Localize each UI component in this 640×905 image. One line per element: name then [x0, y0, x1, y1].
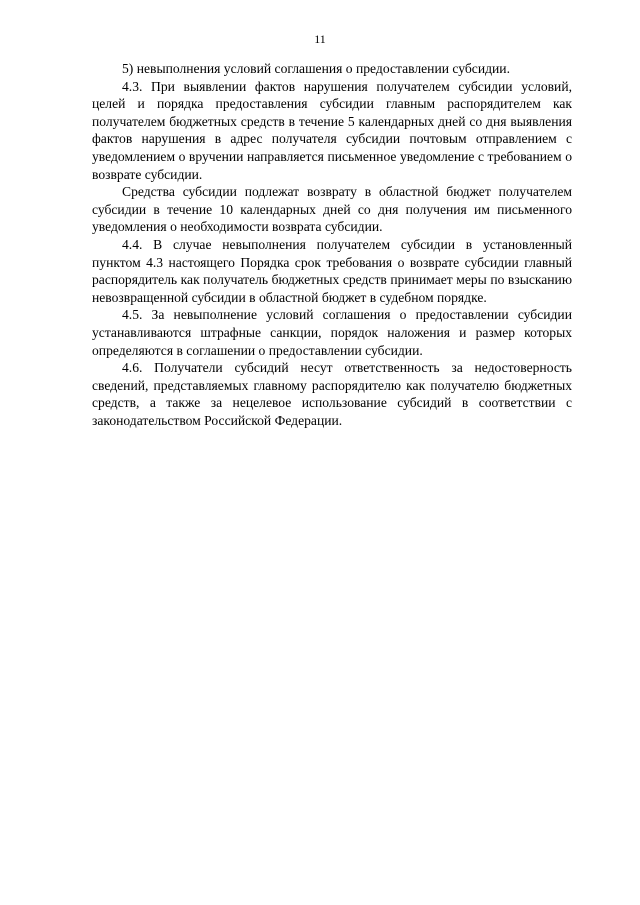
paragraph-item-5: 5) невыполнения условий соглашения о предоставлении субсидии. — [122, 61, 510, 76]
paragraph-4-4: 4.4. В случае невыполнения получателем субсидии в установленный пунктом 4.3 настоящего Порядка срок требования о возврате субсидии главный распорядитель как получатель бюджетных средств принимает меры по взысканию невозвращенной субсидии в областной бюджет в судебном порядке. — [92, 236, 572, 305]
document-body — [92, 60, 572, 429]
paragraph-refund-terms: Средства субсидии подлежат возврату в областной бюджет получателем субсидии в течение 10 календарных дней со дня получения им письменного уведомления о необходимости возврата субсидии. — [92, 184, 572, 235]
paragraph-4-6: 4.6. Получатели субсидий несут ответственность за недостоверность сведений, представляемых главному распорядителю как получателю бюджетных средств, а также за нецелевое использование субсидий в соответствии с законодательством Российской Федерации. — [92, 360, 572, 428]
page-number: 11 — [314, 32, 326, 46]
paragraph-4-3: 4.3. При выявлении фактов нарушения получателем субсидии условий, целей и порядка предоставления субсидии главным распорядителем как получателем бюджетных средств в течение 5 календарных дней со дня выявления фактов нарушения в адрес получателя субсидии почтовым отправлением с уведомлением о вручении направляется письменное уведомление с требованием о возврате субсидии. — [92, 78, 572, 182]
paragraph-4-5: 4.5. За невыполнение условий соглашения о предоставлении субсидии устанавливаются штрафные санкции, порядок наложения и размер которых определяются в соглашении о предоставлении субсидии. — [92, 307, 572, 358]
